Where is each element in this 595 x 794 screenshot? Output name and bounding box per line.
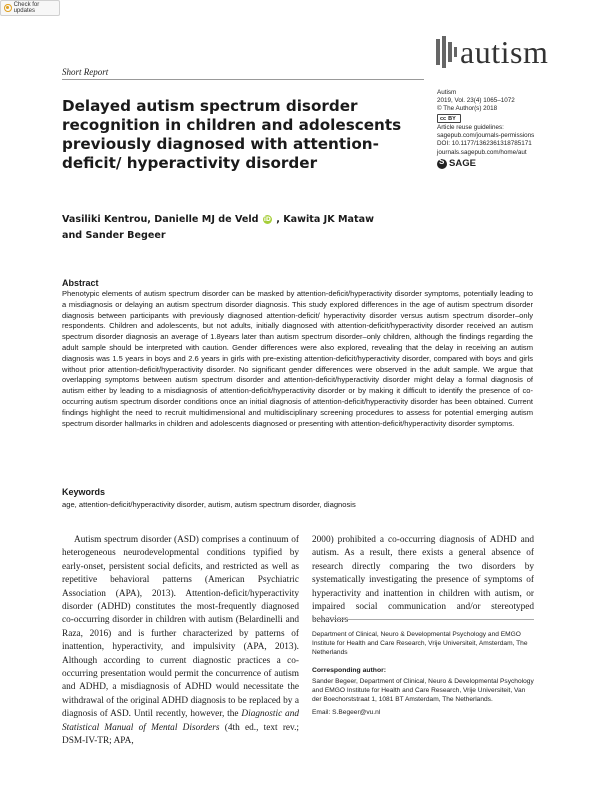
author-list [62,212,442,244]
cc-label: cc [440,115,447,122]
publisher-logo [437,159,587,169]
corresponding-author [312,677,534,717]
reuse-link[interactable]: sagepub.com/journals-permissions [437,132,535,140]
orcid-icon[interactable]: iD [263,216,271,223]
body-column-right [312,534,534,628]
keywords-text: age, attention-deficit/hyperactivity disorder, autism, autism spectrum disorder, diagnosis [62,500,356,509]
intro-continued: 2000) prohibited a co-occurring diagnosis of ADHD and autism. As a result, there exists a general absence of research directly comparing the two disorders by systematically investigating the presence of symptoms of hyperactivity and inattention in children with autism, or impaired social communication and/or stereotyped behaviors [312,535,534,626]
author-names-3: and Sander Begeer [62,230,166,241]
footnote-rule [312,619,534,620]
logo-text: autism [460,34,549,70]
intro-text-2: (4th ed., text rev.; DSM-IV-TR; APA, [62,722,299,747]
cc-by-label: BY [448,115,456,122]
citation: 2019, Vol. 23(4) 1065–1072 [437,97,515,105]
author-names-2: , Kawita JK Mataw [276,214,374,225]
header-rule [62,79,424,80]
update-icon [4,4,12,12]
check-for-updates-badge[interactable] [0,0,60,16]
corresponding-author-email[interactable]: Email: S.Begeer@vu.nl [312,709,381,717]
sage-icon [437,159,447,169]
check-for-updates-label: Check for updates [13,2,40,14]
article-genre: Short Report [62,67,109,77]
abstract-heading: Abstract [62,278,99,288]
copyright: © The Author(s) 2018 [437,105,498,113]
keywords-heading: Keywords [62,487,106,497]
article-title: Delayed autism spectrum disorder recognition in children and adolescents previously diagnosed with attention-deficit/ hyperactivity disorder [62,97,402,172]
article-metadata [437,89,587,169]
abstract-text: Phenotypic elements of autism spectrum disorder can be masked by attention-deficit/hyperactivity disorder symptoms, potentially leading to a misdiagnosis or delaying an autism spectrum disorder diagnosis. This study explored differences in the age of autism spectrum disorder diagnosis between participants with previously diagnosed attention-deficit/ hyperactivity disorder versus autism spectrum disorder–only respondents. Children and adolescents, but not adults, initially diagnosed with attention-deficit/hyperactivity disorder received an autism spectrum disorder diagnosis an average of 1.8years later than autism spectrum disorder–only children, although the findings regarding the adult sample should be interpreted with caution. Gender differences were also explored, revealing that the delay in receiving an autism diagnosis was 1.5 years in boys and 2.6 years in girls with pre-existing attention-deficit/hyperactivity disorder, compared with boys and girls without prior attention-deficit/hyperactivity disorder. No significant gender differences were observed in the adult sample. We argue that overlapping symptoms between autism spectrum disorder and attention-deficit/hyperactivity disorder might delay a formal diagnosis of autism either by leading to a misdiagnosis of attention-deficit/hyperactivity disorder or by making it difficult to identify the presence of co-occurring autism spectrum disorder conditions once an initial diagnosis of attention-deficit/hyperactivity disorder has been obtained. Current findings highlight the need to recruit multidimensional and multidisciplinary screening procedures to assess for potential emerging autism spectrum disorder hallmarks in children and adolescents diagnosed or presenting with attention-deficit/hyperactivity disorder symptoms. [62,289,533,428]
journal-name: Autism [437,89,457,96]
publisher-name: SAGE [449,157,476,169]
author-names-1: Vasiliki Kentrou, Danielle MJ de Veld [62,214,259,225]
corresponding-author-heading: Corresponding author: [312,667,387,674]
doi[interactable]: DOI: 10.1177/1362361318785171 [437,140,532,148]
journal-logo [436,34,548,70]
intro-paragraph [62,534,299,749]
body-column-left [62,534,299,749]
logo-mark-icon [436,36,458,68]
intro-text-1: Autism spectrum disorder (ASD) comprises a continuum of heterogeneous neurodevelopmental conditions typified by early-onset, persistent social deficits, and restricted as well as repetitive behavioral patterns (American Psychiatric Association (APA), 2013). Attention-deficit/hyperactivity disorder (ADHD) constitutes the most-frequently diagnosed co-occurring disorder in children with autism (Belardinelli and Raza, 2016) and is further characterized by patterns of inattention, hyperactivity, and impulsivity (APA, 2013). Although according to current diagnostic practices a co-occurring presentation would permit the concurrence of autism and ADHD, a misdiagnosis of ADHD would necessitate the withdrawal of the original ADHD diagnosis to be replaced by a diagnosis of ASD. Until recently, however, the [62,535,299,720]
dsm-title: Diagnostic and Statistical Manual of Mental Disorders [62,709,299,733]
journal-url[interactable]: journals.sagepub.com/home/aut [437,148,527,156]
corresponding-author-address: Sander Begeer, Department of Clinical, Neuro & Developmental Psychology and EMGO Institute for Health and Care Research, Vrije Universiteit, Van der Boechorststraat 1, 1081 BT Amsterdam, The Netherlands. [312,678,534,704]
cc-license-icon[interactable] [437,114,461,123]
reuse-heading: Article reuse guidelines: [437,124,504,132]
affiliation: Department of Clinical, Neuro & Developmental Psychology and EMGO Institute for Health and Care Research, Vrije Universiteit, Amsterdam, The Netherlands [312,631,528,657]
